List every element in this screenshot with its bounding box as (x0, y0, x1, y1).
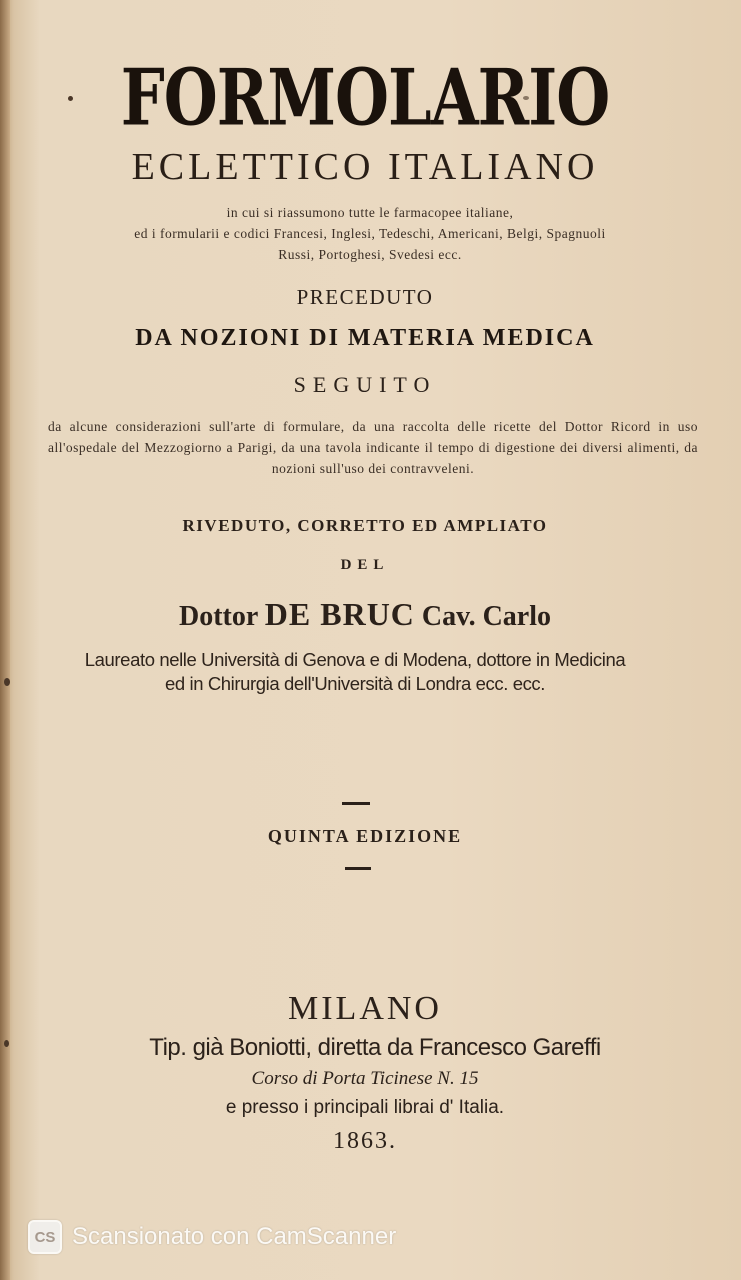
camscanner-watermark (28, 1220, 396, 1254)
author-credentials (50, 648, 660, 696)
del-label: DEL (340, 557, 390, 573)
camscanner-logo-icon: CS (28, 1220, 62, 1254)
credentials-line: ed in Chirurgia dell'Università di Londra ecc. ecc. (164, 673, 546, 694)
nozioni-heading: DA NOZIONI DI MATERIA MEDICA (135, 325, 595, 351)
revision-note: RIVEDUTO, CORRETTO ED AMPLIATO (182, 516, 548, 535)
ink-speck (4, 1040, 9, 1047)
divider-dash (342, 802, 370, 805)
seguito-heading: SEGUITO (293, 372, 437, 397)
intro-line: ed i formularii e codici Francesi, Inglesi, Tedeschi, Americani, Belgi, Spagnuoli (134, 226, 606, 241)
intro-line: in cui si riassumono tutte le farmacopee italiane, (226, 205, 514, 220)
imprint-presso: e presso i principali librai d' Italia. (225, 1097, 505, 1118)
ink-speck (4, 678, 10, 686)
author-name (40, 596, 690, 633)
imprint-year: 1863. (333, 1128, 397, 1154)
edition-label: QUINTA EDIZIONE (267, 826, 463, 846)
book-title: FORMOLARIO (120, 52, 610, 144)
description-text: da alcune considerazioni sull'arte di formulare, da una raccolta delle ricette del Dottor Ricord in uso all'ospedale del Mezzogiorno a Parigi, da una tavola indicante il tempo di digestione dei diversi alimenti, da nozioni sull'uso dei contravveleni. (48, 419, 698, 476)
imprint-address: Corso di Porta Ticinese N. 15 (251, 1068, 479, 1089)
divider-dash (345, 867, 371, 870)
watermark-text: Scansionato con CamScanner (72, 1223, 397, 1250)
author-prefix: Dottor (178, 601, 258, 632)
book-subtitle: ECLETTICO ITALIANO (131, 146, 599, 188)
imprint-publisher: Tip. già Boniotti, diretta da Francesco Gareffi (149, 1034, 601, 1061)
intro-line: Russi, Portoghesi, Svedesi ecc. (278, 247, 462, 262)
author-suffix: Cav. Carlo (421, 601, 552, 632)
imprint-city: MILANO (288, 990, 442, 1027)
page-spine-edge (0, 0, 10, 1280)
intro-text (50, 202, 690, 265)
author-surname: DE BRUC (264, 596, 415, 632)
preceduto-heading: PRECEDUTO (296, 285, 434, 309)
credentials-line: Laureato nelle Università di Genova e di Modena, dottore in Medicina (84, 649, 626, 670)
